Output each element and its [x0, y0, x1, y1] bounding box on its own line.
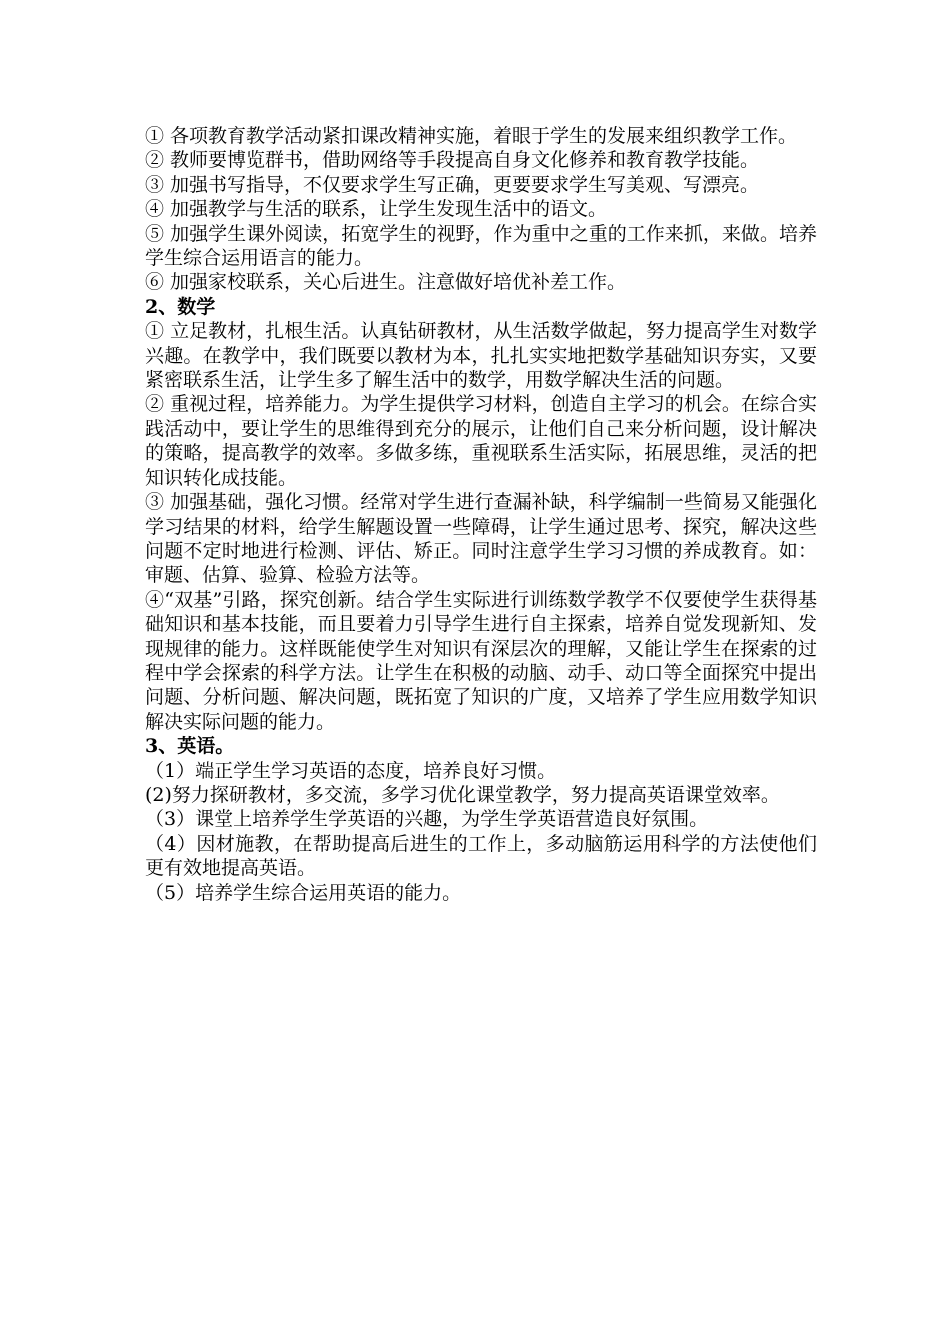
english-item-4: （4）因材施教，在帮助提高后进生的工作上，多动脑筋运用科学的方法使他们更有效地提高英语。: [145, 832, 817, 880]
chinese-item-2: ② 教师要博览群书，借助网络等手段提高自身文化修养和教育教学技能。: [145, 149, 760, 172]
document-body: [145, 124, 817, 905]
chinese-item-5: ⑤ 加强学生课外阅读，拓宽学生的视野，作为重中之重的工作来抓，来做。培养学生综合运用语言的能力。: [145, 222, 817, 270]
english-item-1: （1）端正学生学习英语的态度，培养良好习惯。: [145, 759, 557, 782]
english-item-2: (2)努力探研教材，多交流，多学习优化课堂教学，努力提高英语课堂效率。: [145, 783, 780, 806]
math-heading: 2、数学: [145, 295, 216, 318]
chinese-item-3: ③ 加强书写指导，不仅要求学生写正确，更要要求学生写美观、写漂亮。: [145, 173, 760, 196]
english-heading: 3、英语。: [145, 735, 235, 758]
math-item-3: ③ 加强基础，强化习惯。经常对学生进行查漏补缺，科学编制一些简易又能强化学习结果的材料，给学生解题设置一些障碍，让学生通过思考、探究，解决这些问题不定时地进行检测、评估、矫正。同时注意学生学习习惯的养成教育。如：审题、估算、验算、检验方法等。: [145, 491, 817, 587]
english-item-3: （3）课堂上培养学生学英语的兴趣，为学生学英语营造良好氛围。: [145, 808, 709, 831]
english-item-5: （5）培养学生综合运用英语的能力。: [145, 881, 462, 904]
math-item-4: ④“双基”引路，探究创新。结合学生实际进行训练数学教学不仅要使学生获得基础知识和基本技能，而且要着力引导学生进行自主探索，培养自觉发现新知、发现规律的能力。这样既能使学生对知识有深层次的理解，又能让学生在探索的过程中学会探索的科学方法。让学生在积极的动脑、动手、动口等全面探究中提出问题、分析问题、解决问题，既拓宽了知识的广度，又培养了学生应用数学知识解决实际问题的能力。: [145, 588, 817, 733]
math-item-2: ② 重视过程，培养能力。为学生提供学习材料，创造自主学习的机会。在综合实践活动中，要让学生的思维得到充分的展示，让他们自己来分析问题，设计解决的策略，提高教学的效率。多做多练，重视联系生活实际，拓展思维，灵活的把知识转化成技能。: [145, 393, 817, 489]
math-item-1: ① 立足教材，扎根生活。认真钻研教材，从生活数学做起，努力提高学生对数学兴趣。在教学中，我们既要以教材为本，扎扎实实地把数学基础知识夯实，又要紧密联系生活，让学生多了解生活中的数学，用数学解决生活的问题。: [145, 320, 817, 392]
chinese-item-1: ① 各项教育教学活动紧扣课改精神实施，着眼于学生的发展来组织教学工作。: [145, 125, 798, 147]
chinese-item-6: ⑥ 加强家校联系，关心后进生。注意做好培优补差工作。: [145, 271, 627, 294]
chinese-item-4: ④ 加强教学与生活的联系，让学生发现生活中的语文。: [145, 198, 608, 221]
